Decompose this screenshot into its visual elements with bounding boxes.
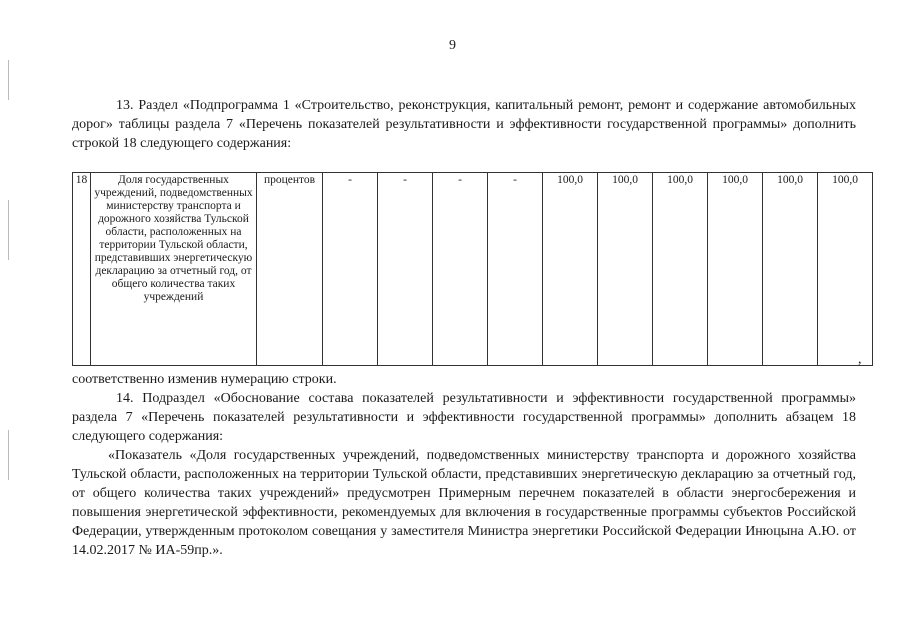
unit-cell: процентов — [257, 173, 323, 366]
value-cell: - — [323, 173, 378, 366]
row-number-cell: 18 — [73, 173, 91, 366]
table-row — [73, 173, 873, 366]
paragraph-14: 14. Подраздел «Обоснование состава показателей результативности и эффективности государственной программы» раздела 7 «Перечень показателей результативности и эффективности государственной программы» дополнить абзацем 18 следующего содержания: — [72, 391, 856, 444]
value-cell: 100,0 — [598, 173, 653, 366]
paragraph-13: 13. Раздел «Подпрограмма 1 «Строительство, реконструкция, капитальный ремонт, ремонт и содержание автомобильных дорог» таблицы раздела 7 «Перечень показателей результативности и эффективности государственной программы» дополнить строкой 18 следующего содержания: — [72, 98, 856, 151]
value-cell: 100,0 — [763, 173, 818, 366]
page-number: 9 — [449, 38, 456, 53]
scan-mark — [8, 430, 9, 480]
value-cell: - — [433, 173, 488, 366]
indicator-name-cell: Доля государственных учреждений, подведомственных министерству транспорта и дорожного хозяйства Тульской области, расположенных на территории Тульской области, представивших энергетическую декларацию за отчетный год, от общего количества таких учреждений — [91, 173, 257, 366]
value-cell: 100,0 — [708, 173, 763, 366]
scan-mark — [8, 60, 9, 100]
renumbering-note: соответственно изменив нумерацию строки. — [72, 372, 337, 387]
value-cell: 100,0 — [653, 173, 708, 366]
scan-mark — [8, 200, 9, 260]
value-cell: - — [488, 173, 543, 366]
quote-paragraph: «Показатель «Доля государственных учреждений, подведомственных министерству транспорта и дорожного хозяйства Тульской области, расположенных на территории Тульской области, представивших энергетическую декларацию за отчетный год, от общего количества таких учреждений» предусмотрен Примерным перечнем показателей в области энергосбережения и повышения энергетической эффективности, рекомендуемых для включения в государственные программы субъектов Российской Федерации, утвержденным протоколом совещания у заместителя Министра энергетики Российской Федерации Инюцына А.Ю. от 14.02.2017 № ИА-59пр.». — [72, 448, 856, 558]
trailing-comma: , — [858, 352, 862, 367]
value-cell: 100,0 — [543, 173, 598, 366]
indicator-table — [72, 172, 873, 366]
value-cell: - — [378, 173, 433, 366]
value-cell: 100,0 — [818, 173, 873, 366]
